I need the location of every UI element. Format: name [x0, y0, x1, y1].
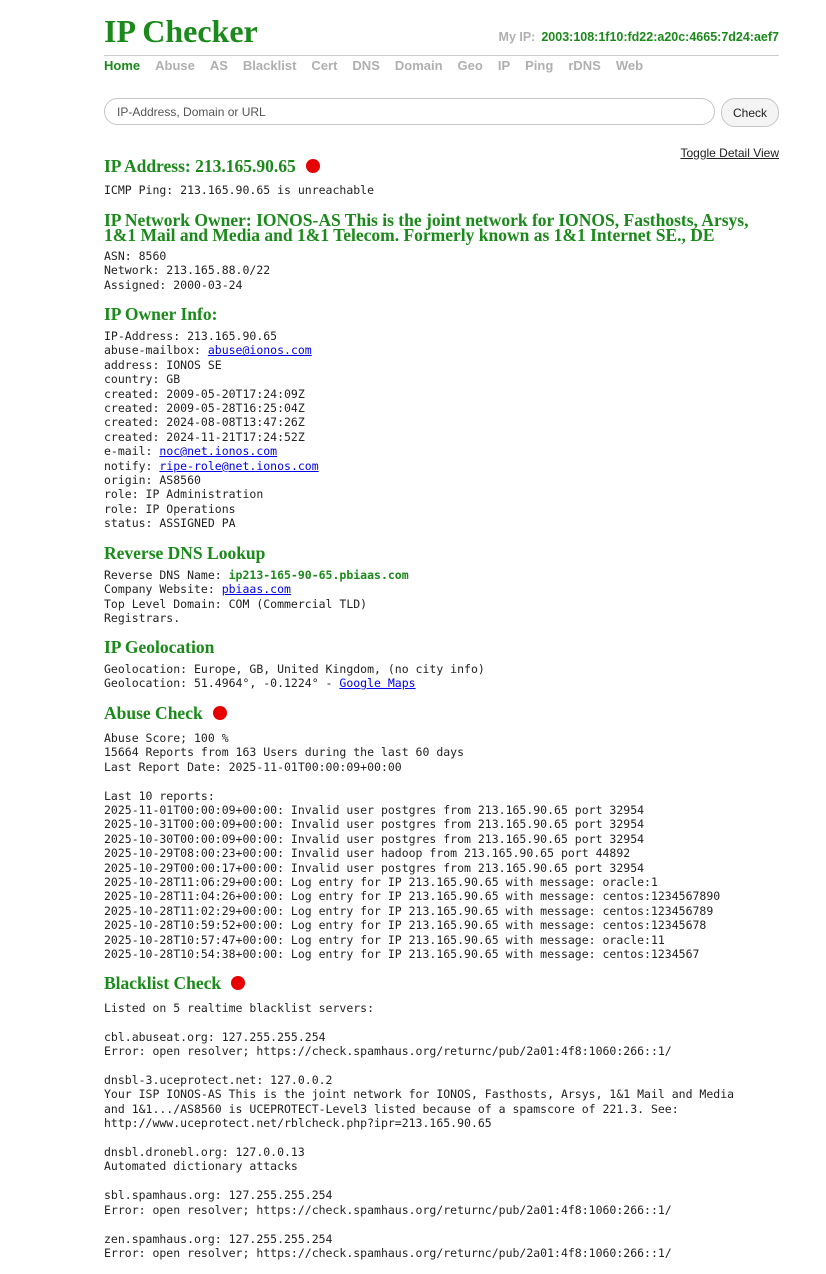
registrars-line: Registrars.: [104, 611, 181, 626]
nav-abuse[interactable]: Abuse: [155, 58, 195, 73]
blacklist-check-heading: [104, 973, 779, 993]
owner-line: created: 2009-05-20T17:24:09Z: [104, 386, 305, 401]
site-title[interactable]: IP Checker: [104, 13, 258, 49]
owner-ip-line: IP-Address: 213.165.90.65: [104, 329, 278, 343]
tld-line: Top Level Domain: COM (Commercial TLD): [104, 596, 368, 611]
ip-address-heading-text: IP Address: 213.165.90.65: [104, 156, 296, 176]
nav-web[interactable]: Web: [615, 58, 644, 73]
header-divider: [104, 55, 779, 56]
owner-line: status: ASSIGNED PA: [104, 516, 236, 531]
nav-domain[interactable]: Domain: [394, 58, 443, 73]
geo-heading: IP Geolocation: [104, 637, 215, 657]
rdns-name-value: ip213-165-90-65.pbiaas.com: [228, 568, 409, 582]
abuse-status-dot: [213, 706, 227, 720]
abuse-check-heading: [104, 703, 779, 723]
owner-line: created: 2024-11-21T17:24:52Z: [104, 429, 305, 444]
assigned-line: Assigned: 2000-03-24: [104, 277, 243, 292]
toggle-detail-view-link[interactable]: Toggle Detail View: [680, 146, 779, 160]
nav-home[interactable]: Home: [104, 58, 141, 73]
rdns-details: [104, 568, 409, 626]
network-line: Network: 213.165.88.0/22: [104, 263, 271, 278]
owner-line: role: IP Operations: [104, 501, 236, 516]
owner-info-details: [104, 329, 319, 531]
my-ip: [499, 30, 779, 44]
company-website-link[interactable]: pbiaas.com: [221, 582, 291, 597]
my-ip-value: 2003:108:1f10:fd22:a20c:4665:7d24:aef7: [541, 30, 779, 44]
owner-line: country: GB: [104, 372, 181, 387]
owner-line: created: 2024-08-08T13:47:26Z: [104, 415, 305, 430]
ip-status-dot: [306, 159, 320, 173]
abuse-mailbox-link[interactable]: abuse@ionos.com: [207, 343, 312, 358]
geo-coords-label: Geolocation: 51.4964°, -0.1224° -: [104, 676, 340, 691]
owner-line: address: IONOS SE: [104, 357, 222, 372]
nav-dns[interactable]: DNS: [352, 58, 380, 73]
nav-as[interactable]: AS: [209, 58, 228, 73]
owner-line: created: 2009-05-28T16:25:04Z: [104, 401, 305, 416]
google-maps-link[interactable]: Google Maps: [339, 676, 416, 691]
nav-geo[interactable]: Geo: [457, 58, 483, 73]
abuse-report-text: Abuse Score; 100 % 15664 Reports from 163 Users during the last 60 days Last Report Date: 2025-11-01T00:00:09+00:00 Last 10 reports: 2025-11-01T00:00:09+00:00: Invalid user postgres from 213.165.90.65 port 32954 2025-10-31T00:00:09+00:00: Invalid user postgres from 213.165.90.65 port 32954 2025-10-30T00:00:09+00:00: Invalid user postgres from 213.165.90.65 port 32954 2025-10-29T08:00:23+00:00: Invalid user hadoop from 213.165.90.65 port 44892 2025-10-29T00:00:17+00:00: Invalid user postgres from 213.165.90.65 port 32954 2025-10-28T11:06:29+00:00: Log entry for IP 213.165.90.65 with message: oracle:1 2025-10-28T11:04:26+00:00: Log entry for IP 213.165.90.65 with message: centos:1234567890 2025-10-28T11:02:29+00:00: Log entry for IP 213.165.90.65 with message: centos:123456789 2025-10-28T10:59:52+00:00: Log entry for IP 213.165.90.65 with message: centos:12345678 2025-10-28T10:57:47+00:00: Log entry for IP 213.165.90.65 with message: oracle:11 2025-10-28T10:54:38+00:00: Log entry for IP 213.165.90.65 with message: centos:1234567: [104, 731, 721, 962]
asn-line: ASN: 8560: [104, 249, 167, 263]
geo-details: [104, 662, 485, 691]
email-label: e-mail:: [104, 444, 160, 459]
owner-info-heading: IP Owner Info:: [104, 304, 218, 324]
notify-label: notify:: [104, 458, 160, 473]
search-input[interactable]: [104, 98, 715, 125]
my-ip-label: My IP:: [498, 30, 536, 44]
rdns-heading: Reverse DNS Lookup: [104, 543, 266, 563]
blacklist-check-heading-text: Blacklist Check: [104, 973, 222, 993]
geo-line: Geolocation: Europe, GB, United Kingdom, (no city info): [104, 662, 485, 676]
email-link[interactable]: noc@net.ionos.com: [159, 444, 278, 459]
ip-address-heading: [104, 156, 779, 176]
abuse-mailbox-label: abuse-mailbox:: [104, 343, 208, 358]
check-button[interactable]: Check: [721, 98, 779, 127]
network-owner-details: [104, 249, 270, 292]
ping-result: ICMP Ping: 213.165.90.65 is unreachable: [104, 183, 375, 197]
blacklist-status-dot: [231, 976, 245, 990]
blacklist-report-text: Listed on 5 realtime blacklist servers: cbl.abuseat.org: 127.255.255.254 Error: open resolver; https://check.spamhaus.org/returnc/pub/2a01:4f8:1060:266::1/ dnsbl-3.uceprotect.net: 127.0.0.2 Your ISP IONOS-AS This is the joint network for IONOS, Fasthosts, Arsys, 1&1 Mail and Media and 1&1.../AS8560 is UCEPROTECT-Level3 listed because of a spamscore of 221.3. See: http://www.uceprotect.net/rblcheck.php?ipr=213.165.90.65 dnsbl.dronebl.org: 127.0.0.13 Automated dictionary attacks sbl.spamhaus.org: 127.255.255.254 Error: open resolver; https://check.spamhaus.org/returnc/pub/2a01:4f8:1060:266::1/ zen.spamhaus.org: 127.255.255.254 Error: open resolver; https://check.spamhaus.org/returnc/pub/2a01:4f8:1060:266::1/: [104, 1001, 735, 1260]
network-owner-heading: IP Network Owner: IONOS-AS This is the joint network for IONOS, Fasthosts, Arsys, 1&1 Mail and Media and 1&1 Telecom. Formerly known as 1&1 Internet SE., DE: [104, 210, 749, 245]
owner-line: role: IP Administration: [104, 487, 264, 502]
rdns-name-label: Reverse DNS Name:: [104, 568, 229, 582]
nav-ip[interactable]: IP: [497, 58, 511, 73]
company-website-label: Company Website:: [104, 582, 222, 597]
abuse-check-heading-text: Abuse Check: [104, 703, 203, 723]
nav-blacklist[interactable]: Blacklist: [242, 58, 297, 73]
nav-rdns[interactable]: rDNS: [568, 58, 601, 73]
main-nav: [104, 58, 658, 74]
owner-line: origin: AS8560: [104, 473, 201, 488]
nav-cert[interactable]: Cert: [311, 58, 338, 73]
notify-link[interactable]: ripe-role@net.ionos.com: [159, 458, 319, 473]
nav-ping[interactable]: Ping: [525, 58, 554, 73]
